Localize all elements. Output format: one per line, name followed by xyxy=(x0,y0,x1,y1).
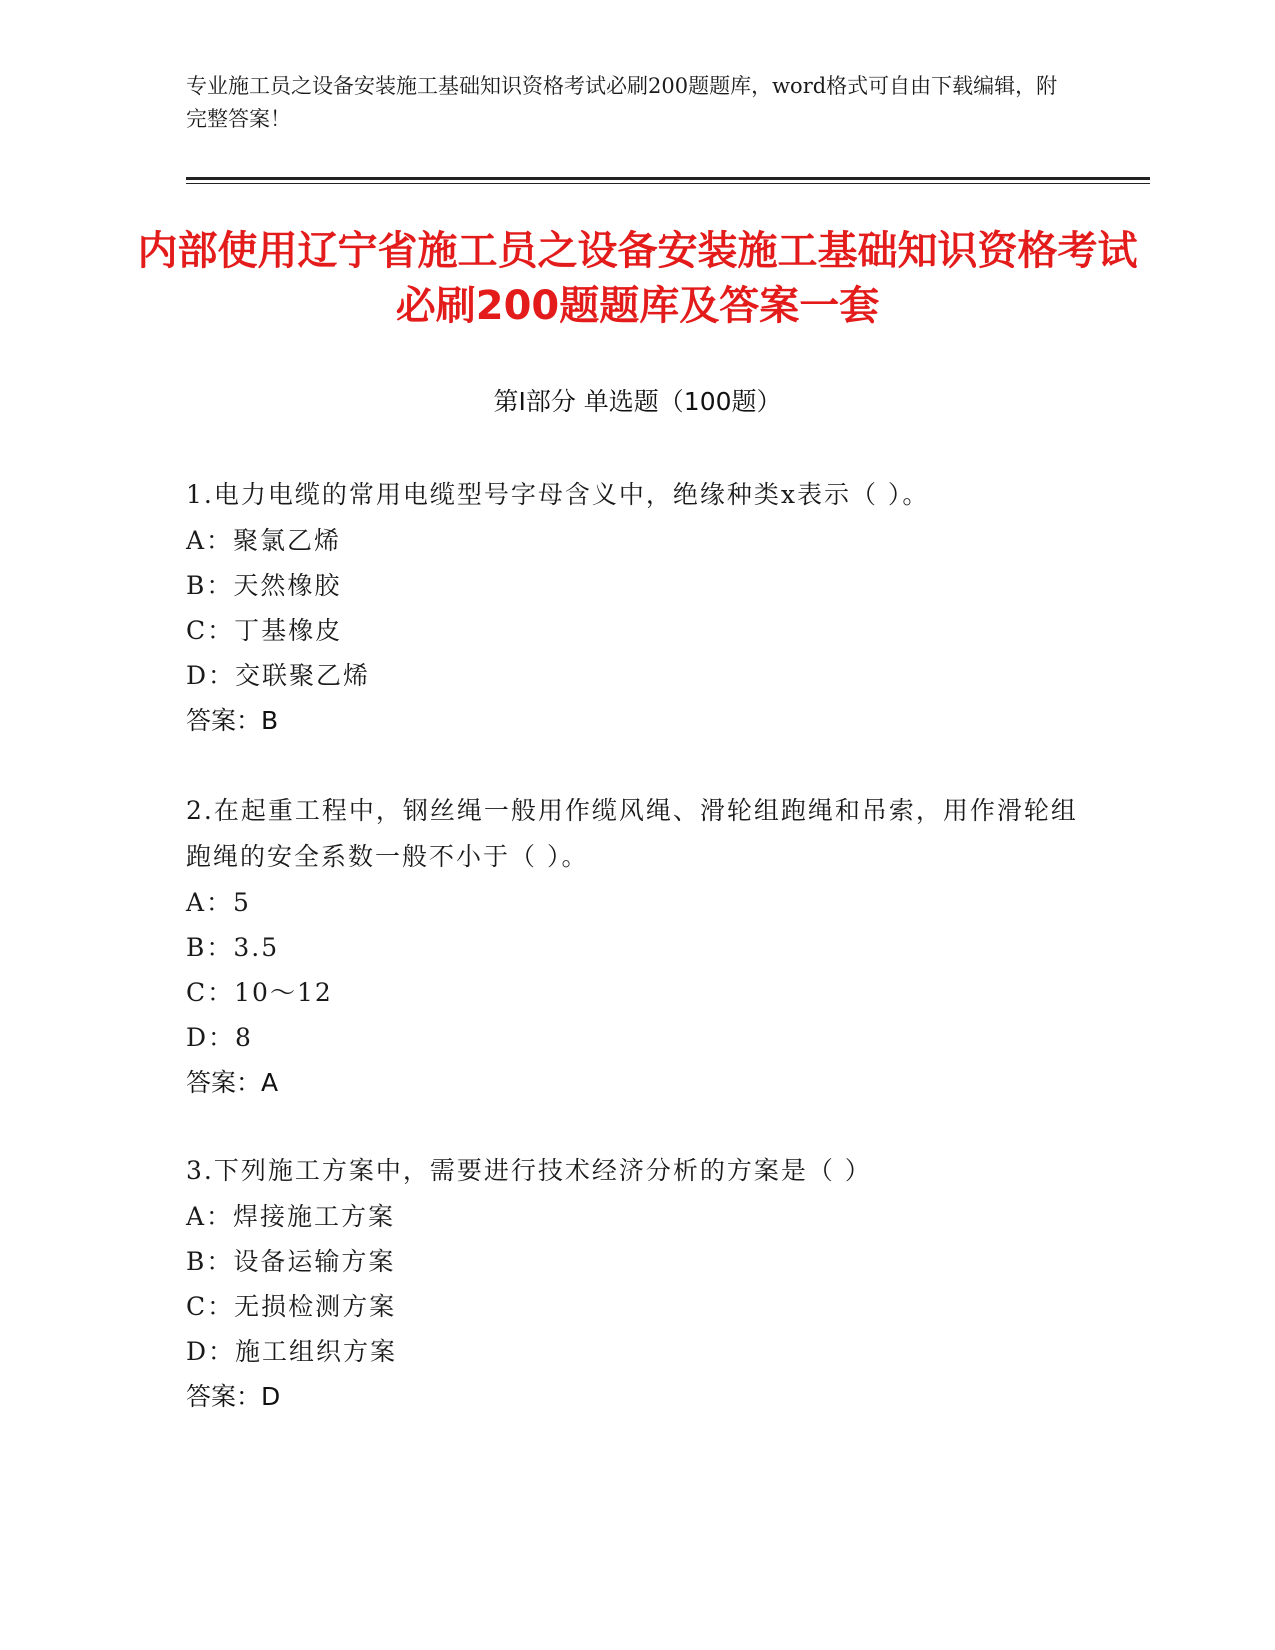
option-b: B：天然橡胶 xyxy=(186,571,342,600)
question-1 xyxy=(186,472,1086,743)
option-d: D：施工组织方案 xyxy=(186,1337,398,1366)
question-2 xyxy=(186,788,1086,1105)
question-stem: 1.电力电缆的常用电缆型号字母含义中，绝缘种类x表示（ ）。 xyxy=(186,480,930,509)
header-divider-thick xyxy=(186,177,1150,180)
question-stem: 3.下列施工方案中，需要进行技术经济分析的方案是（ ） xyxy=(186,1156,872,1185)
option-c: C：丁基橡皮 xyxy=(186,616,343,645)
section-title: 第Ⅰ部分 单选题（100题） xyxy=(493,387,782,416)
option-b: B：设备运输方案 xyxy=(186,1247,396,1276)
option-c: C：无损检测方案 xyxy=(186,1292,397,1321)
option-d: D：8 xyxy=(186,1023,253,1052)
answer: 答案：D xyxy=(186,1382,281,1411)
option-a: A：5 xyxy=(186,888,251,917)
answer: 答案：B xyxy=(186,706,279,735)
option-b: B：3.5 xyxy=(186,933,280,962)
question-3 xyxy=(186,1148,1086,1419)
header-divider-thin xyxy=(186,183,1150,184)
header-note: 专业施工员之设备安装施工基础知识资格考试必刷200题题库，word格式可自由下载编辑，附完整答案！ xyxy=(186,74,1058,131)
answer: 答案：A xyxy=(186,1068,279,1097)
option-a: A：聚氯乙烯 xyxy=(186,526,342,555)
option-a: A：焊接施工方案 xyxy=(186,1202,396,1231)
question-stem: 2.在起重工程中，钢丝绳一般用作缆风绳、滑轮组跑绳和吊索，用作滑轮组跑绳的安全系数一般不小于（ ）。 xyxy=(186,796,1078,871)
document-title: 内部使用辽宁省施工员之设备安装施工基础知识资格考试必刷200题题库及答案一套 xyxy=(137,228,1138,329)
option-d: D：交联聚乙烯 xyxy=(186,661,371,690)
option-c: C：10～12 xyxy=(186,978,333,1007)
